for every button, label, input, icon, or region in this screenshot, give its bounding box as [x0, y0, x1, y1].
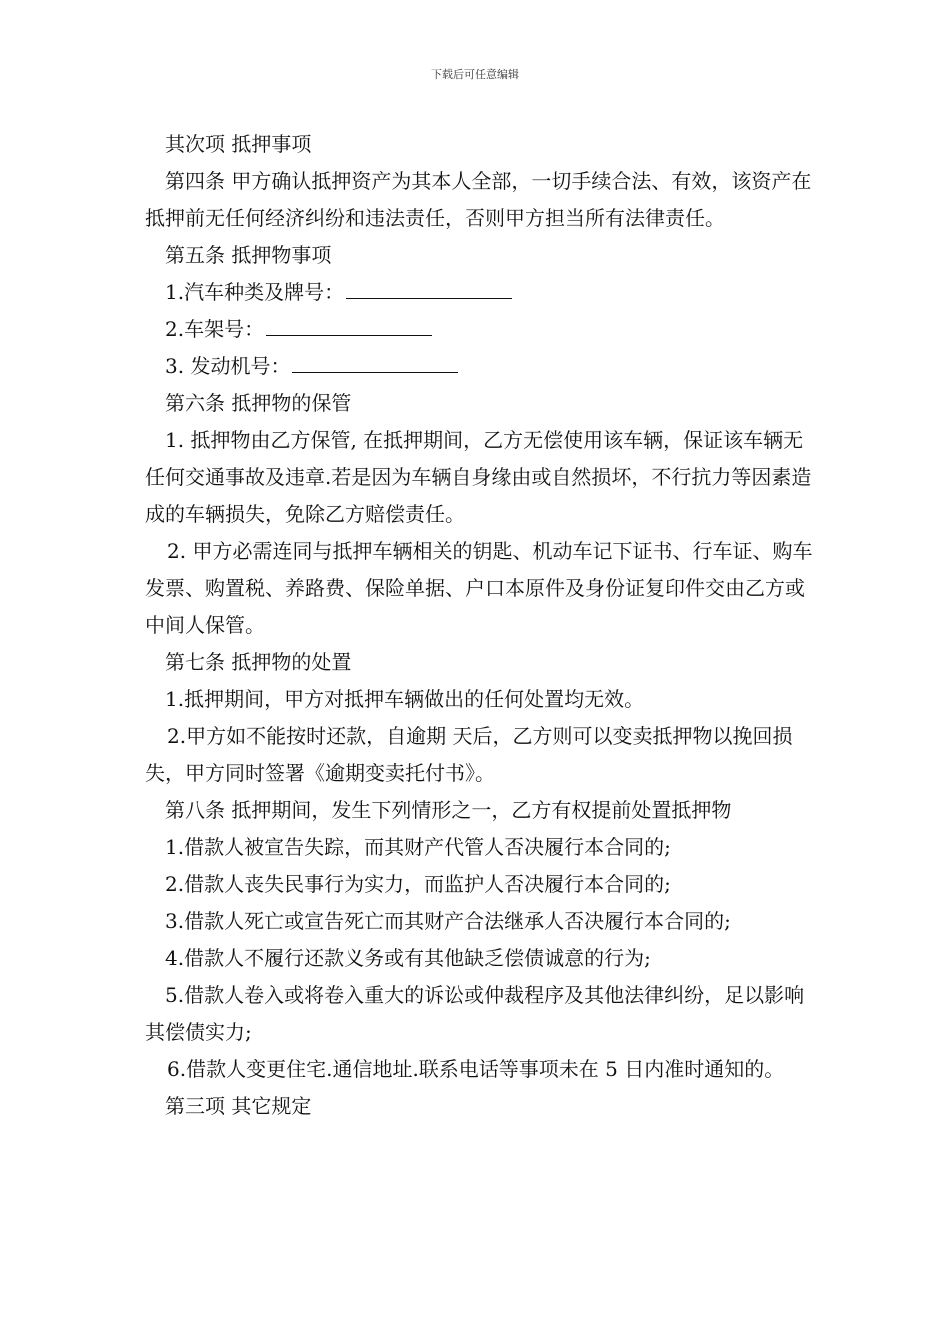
section-3-heading: 第三项 其它规定 — [165, 1094, 312, 1118]
engine-number-line — [145, 348, 815, 385]
vehicle-type-label: 1.汽车种类及牌号： — [165, 280, 345, 304]
article-6-item-2: 2. 甲方必需连同与抵押车辆相关的钥匙、机动车记下证书、行车证、购车发票、购置税、养路费、保险单据、户口本原件及身份证复印件交由乙方或中间人保管。 — [145, 539, 813, 637]
article-8-item-6: 6.借款人变更住宅.通信地址.联系电话等事项未在 5 日内准时通知的。 — [167, 1057, 785, 1081]
article-8-heading: 第八条 抵押期间，发生下列情形之一，乙方有权提前处置抵押物 — [165, 798, 732, 822]
article-6-heading: 第六条 抵押物的保管 — [165, 391, 352, 415]
article-4: 第四条 甲方确认抵押资产为其本人全部，一切手续合法、有效，该资产在抵押前无任何经济纠纷和违法责任，否则甲方担当所有法律责任。 — [145, 169, 812, 230]
article-8-item-4: 4.借款人不履行还款义务或有其他缺乏偿债诚意的行为; — [165, 946, 651, 970]
engine-number-blank — [292, 350, 458, 373]
article-8-item-3: 3.借款人死亡或宣告死亡而其财产合法继承人否决履行本合同的; — [165, 909, 731, 933]
document-body — [145, 126, 815, 1125]
frame-number-label: 2.车架号： — [165, 317, 265, 341]
frame-number-blank — [266, 313, 432, 336]
article-8-item-2: 2.借款人丧失民事行为实力，而监护人否决履行本合同的; — [165, 872, 671, 896]
section-heading: 其次项 抵押事项 — [165, 132, 312, 156]
article-7-heading: 第七条 抵押物的处置 — [165, 650, 352, 674]
article-5-heading: 第五条 抵押物事项 — [165, 243, 332, 267]
page-header: 下载后可任意编辑 — [431, 68, 519, 81]
article-8-item-5: 5.借款人卷入或将卷入重大的诉讼或仲裁程序及其他法律纠纷，足以影响其偿债实力; — [145, 983, 805, 1044]
vehicle-type-line — [145, 274, 815, 311]
article-6-item-1: 1. 抵押物由乙方保管, 在抵押期间，乙方无偿使用该车辆，保证该车辆无任何交通事故及违章.若是因为车辆自身缘由或自然损坏，不行抗力等因素造成的车辆损失，免除乙方赔偿责任。 — [145, 428, 812, 526]
article-7-item-1: 1.抵押期间，甲方对抵押车辆做出的任何处置均无效。 — [165, 687, 645, 711]
article-7-item-2: 2.甲方如不能按时还款，自逾期 天后，乙方则可以变卖抵押物以挽回损失，甲方同时签署《逾期变卖托付书》。 — [145, 724, 793, 785]
vehicle-type-blank — [346, 276, 512, 299]
frame-number-line — [145, 311, 815, 348]
article-8-item-1: 1.借款人被宣告失踪，而其财产代管人否决履行本合同的; — [165, 835, 671, 859]
engine-number-label: 3. 发动机号： — [165, 354, 291, 378]
